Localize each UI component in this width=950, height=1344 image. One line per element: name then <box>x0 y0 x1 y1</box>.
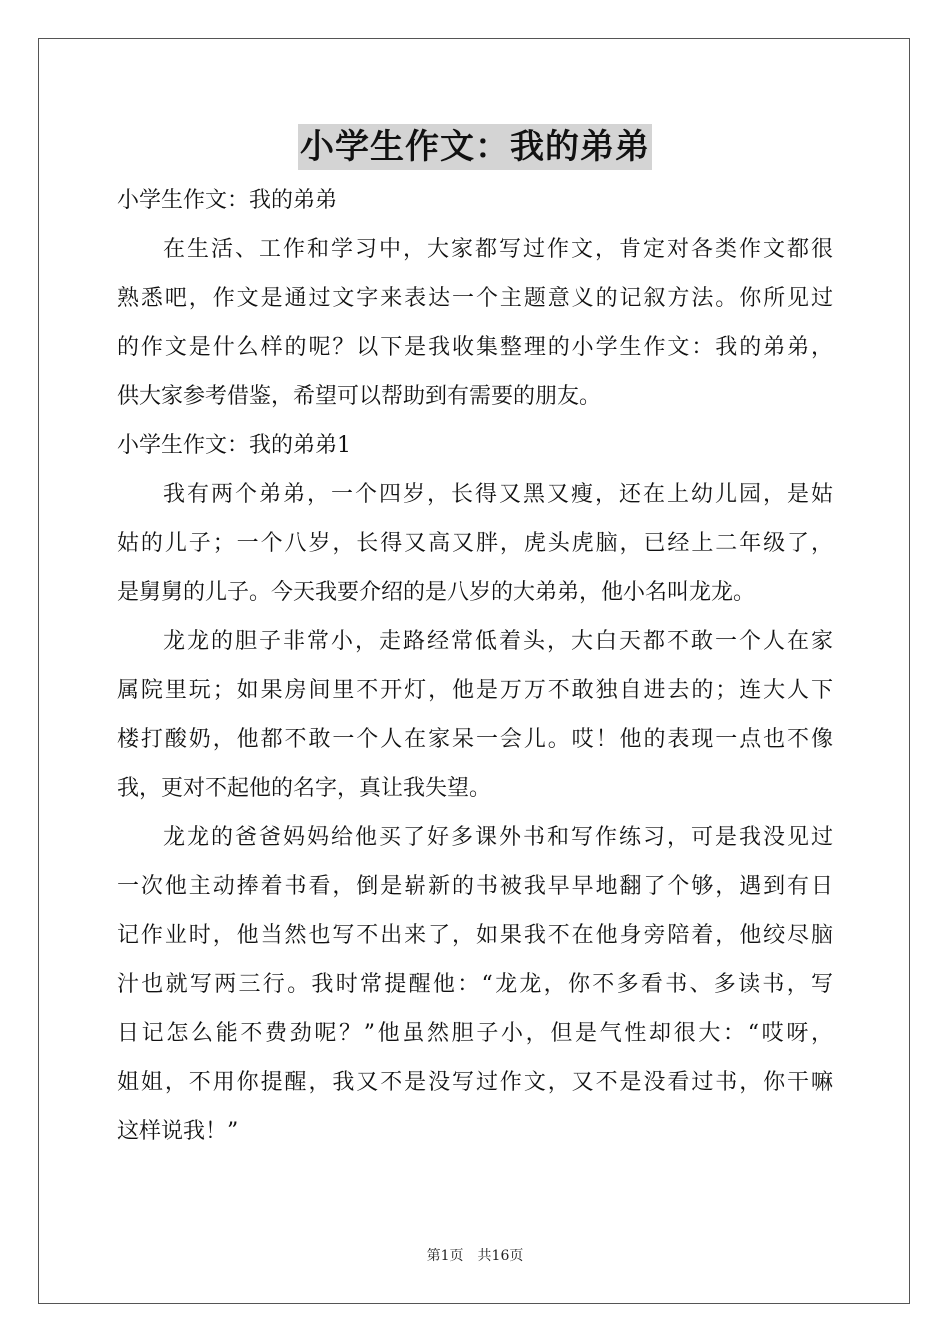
text-line: 楼打酸奶，他都不敢一个人在家呆一会儿。哎！他的表现一点也不像 <box>117 727 833 752</box>
text-line: 龙龙的胆子非常小，走路经常低着头，大白天都不敢一个人在家 <box>163 629 833 654</box>
text-line: 这样说我！” <box>117 1119 239 1144</box>
document-title: 小学生作文：我的弟弟 <box>298 124 652 170</box>
text-line: 龙龙的爸爸妈妈给他买了好多课外书和写作练习，可是我没见过 <box>163 825 833 850</box>
text-line: 的作文是什么样的呢？以下是我收集整理的小学生作文：我的弟弟， <box>117 335 833 360</box>
text-line: 属院里玩；如果房间里不开灯，他是万万不敢独自进去的；连大人下 <box>117 678 833 703</box>
text-line: 我，更对不起他的名字，真让我失望。 <box>117 776 492 801</box>
paragraph <box>117 813 833 1156</box>
text-line: 姑的儿子；一个八岁，长得又高又胖，虎头虎脑，已经上二年级了， <box>117 531 833 556</box>
paragraph <box>117 176 833 225</box>
paragraph <box>117 470 833 617</box>
paragraph <box>117 421 833 470</box>
page-total: 共16页 <box>477 1248 524 1264</box>
text-line: 是舅舅的儿子。今天我要介绍的是八岁的大弟弟，他小名叫龙龙。 <box>117 580 756 605</box>
text-line: 在生活、工作和学习中，大家都写过作文，肯定对各类作文都很 <box>163 237 833 262</box>
title-container <box>0 124 950 170</box>
page-number: 第1页 <box>426 1248 464 1264</box>
text-line: 日记怎么能不费劲呢？”他虽然胆子小，但是气性却很大：“哎呀， <box>117 1021 833 1046</box>
page-footer <box>0 1246 950 1266</box>
paragraph <box>117 225 833 421</box>
text-line: 熟悉吧，作文是通过文字来表达一个主题意义的记叙方法。你所见过 <box>117 286 833 311</box>
document-body <box>117 176 833 1156</box>
text-line: 姐姐，不用你提醒，我又不是没写过作文，又不是没看过书，你干嘛 <box>117 1070 833 1095</box>
text-line: 记作业时，他当然也写不出来了，如果我不在他身旁陪着，他绞尽脑 <box>117 923 833 948</box>
text-line: 我有两个弟弟，一个四岁，长得又黑又瘦，还在上幼儿园，是姑 <box>163 482 833 507</box>
paragraph <box>117 617 833 813</box>
text-line: 供大家参考借鉴，希望可以帮助到有需要的朋友。 <box>117 384 602 409</box>
text-line: 小学生作文：我的弟弟1 <box>117 433 351 458</box>
text-line: 小学生作文：我的弟弟 <box>117 188 338 213</box>
text-line: 一次他主动捧着书看，倒是崭新的书被我早早地翻了个够，遇到有日 <box>117 874 833 899</box>
text-line: 汁也就写两三行。我时常提醒他：“龙龙，你不多看书、多读书，写 <box>117 972 833 997</box>
